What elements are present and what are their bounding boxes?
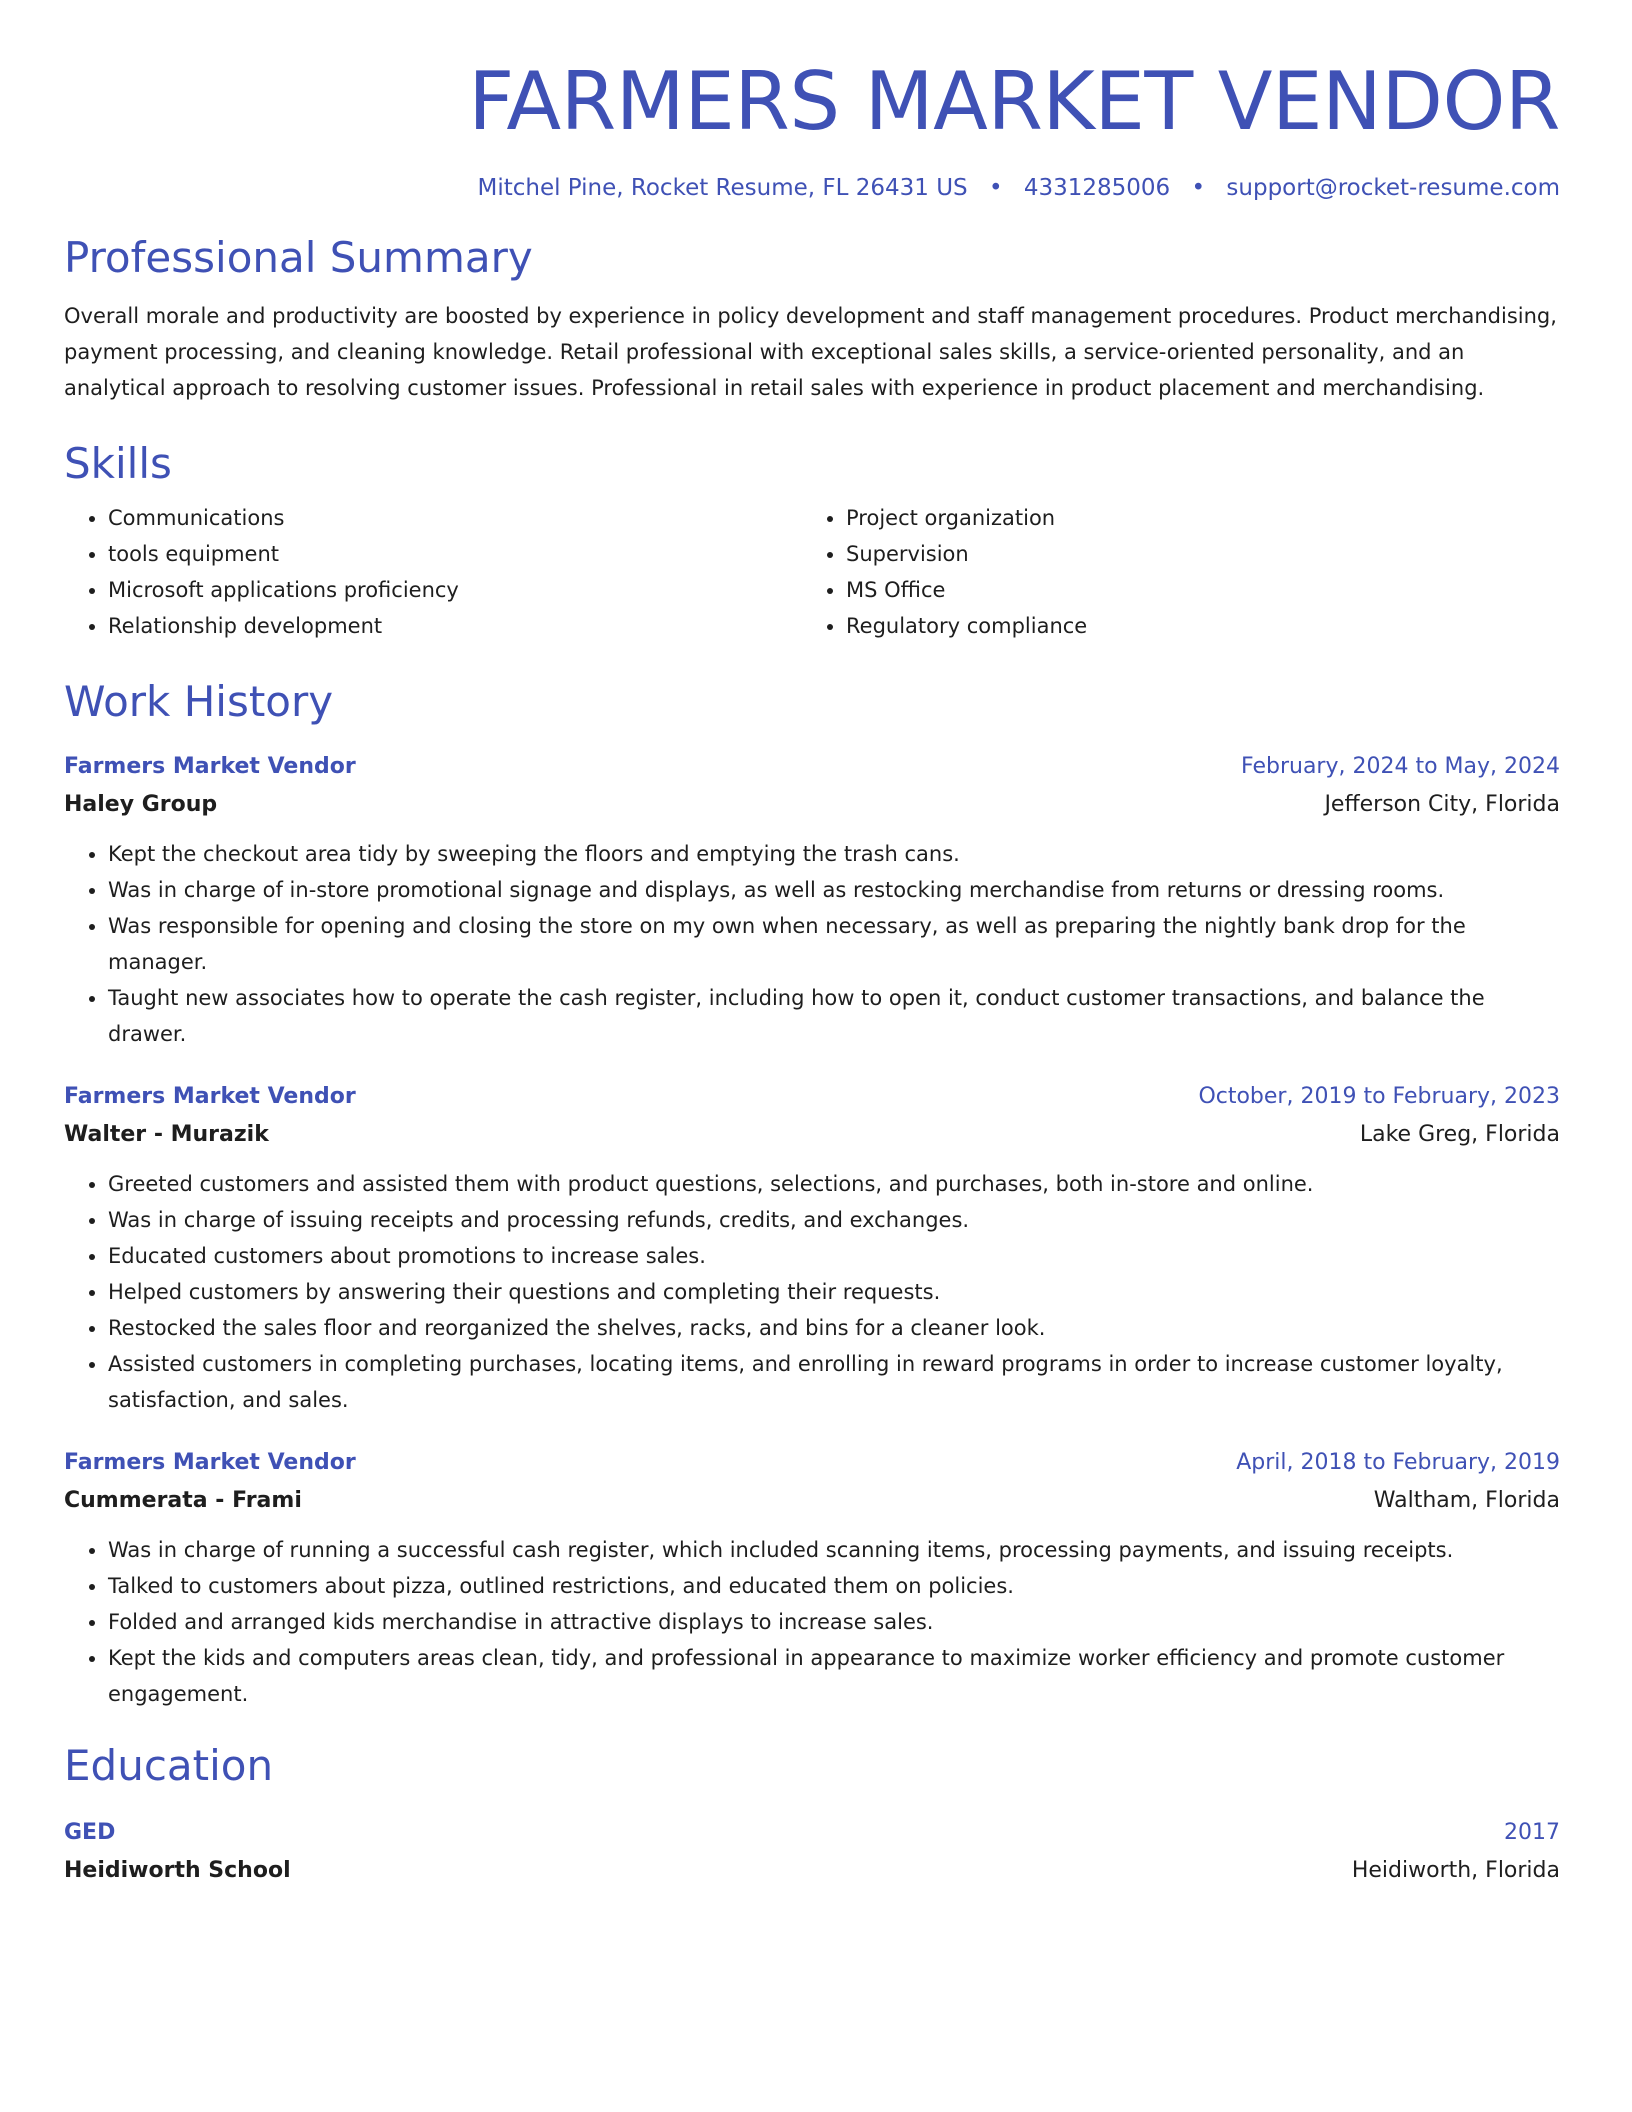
skills-column-right — [802, 500, 1540, 644]
education-header-row — [64, 1814, 1560, 1852]
skills-column-left — [64, 500, 802, 644]
job-duty: • Folded and arranged kids merchandise in attractive displays to increase sales. — [108, 1604, 1560, 1640]
education-degree: GED — [64, 1820, 116, 1845]
job-header-row — [64, 1444, 1560, 1482]
job-role: Farmers Market Vendor — [64, 1450, 356, 1475]
job-duty: • Talked to customers about pizza, outlined restrictions, and educated them on policies. — [108, 1568, 1560, 1604]
job-header-row — [64, 1078, 1560, 1116]
job-duties-list — [64, 1532, 1560, 1712]
job-duty: • Was in charge of in-store promotional signage and displays, as well as restocking merchandise from returns or dressing rooms. — [108, 872, 1560, 908]
resume-page — [64, 0, 1560, 1890]
job-entry — [64, 748, 1560, 1052]
job-duty: • Taught new associates how to operate the cash register, including how to open it, conduct customer transactions, and balance the drawer. — [108, 980, 1560, 1052]
education-location: Heidiworth, Florida — [1351, 1858, 1560, 1883]
skill-item: • tools equipment — [108, 536, 802, 572]
job-employer-row — [64, 1116, 1560, 1154]
job-duty: • Helped customers by answering their questions and completing their requests. — [108, 1274, 1560, 1310]
address-text: Mitchel Pine, Rocket Resume, FL 26431 US — [477, 175, 968, 201]
skills-heading: Skills — [64, 439, 172, 488]
job-duty: • Was in charge of running a successful cash register, which included scanning items, processing payments, and issuing receipts. — [108, 1532, 1560, 1568]
contact-line — [64, 172, 1560, 204]
job-duty: • Kept the checkout area tidy by sweeping the floors and emptying the trash cans. — [108, 836, 1560, 872]
job-role: Farmers Market Vendor — [64, 1084, 356, 1109]
job-company: Walter - Murazik — [64, 1122, 269, 1147]
job-entry — [64, 1078, 1560, 1418]
separator-dot: • — [988, 175, 1003, 201]
education-entry — [64, 1814, 1560, 1890]
education-heading: Education — [64, 1741, 274, 1790]
job-location: Jefferson City, Florida — [1324, 792, 1560, 817]
email-text: support@rocket-resume.com — [1226, 175, 1560, 201]
skill-item: • Supervision — [846, 536, 1540, 572]
summary-heading: Professional Summary — [64, 233, 533, 282]
skill-item: • Relationship development — [108, 608, 802, 644]
job-entry — [64, 1444, 1560, 1712]
resume-header — [64, 0, 1560, 204]
job-duties-list — [64, 1166, 1560, 1418]
job-duty: • Greeted customers and assisted them with product questions, selections, and purchases, both in-store and online. — [108, 1166, 1560, 1202]
job-header-row — [64, 748, 1560, 786]
summary-paragraph: Overall morale and productivity are boosted by experience in policy development and staff management procedures. Product merchandising, payment processing, and cleaning knowledge. Retail professional with exceptional sales skills, a service-oriented personality, and an analytical approach to resolving customer issues. Professional in retail sales with experience in product placement and merchandising. — [64, 304, 1557, 400]
job-location: Waltham, Florida — [1373, 1488, 1560, 1513]
skill-item: • Communications — [108, 500, 802, 536]
separator-dot: • — [1191, 175, 1206, 201]
skill-item: • MS Office — [846, 572, 1540, 608]
job-dates: April, 2018 to February, 2019 — [1236, 1450, 1560, 1475]
job-duty: • Was in charge of issuing receipts and processing refunds, credits, and exchanges. — [108, 1202, 1560, 1238]
skill-item: • Project organization — [846, 500, 1540, 536]
job-role: Farmers Market Vendor — [64, 754, 356, 779]
job-duty: • Restocked the sales floor and reorganized the shelves, racks, and bins for a cleaner look. — [108, 1310, 1560, 1346]
job-duty: • Assisted customers in completing purchases, locating items, and enrolling in reward programs in order to increase customer loyalty, satisfaction, and sales. — [108, 1346, 1560, 1418]
job-title-heading: FARMERS MARKET VENDOR — [468, 55, 1560, 148]
skills-list — [64, 500, 1560, 644]
job-employer-row — [64, 786, 1560, 824]
job-duty: • Educated customers about promotions to increase sales. — [108, 1238, 1560, 1274]
job-dates: February, 2024 to May, 2024 — [1241, 754, 1560, 779]
education-school-row — [64, 1852, 1560, 1890]
job-dates: October, 2019 to February, 2023 — [1198, 1084, 1560, 1109]
job-company: Haley Group — [64, 792, 218, 817]
skill-item: • Regulatory compliance — [846, 608, 1540, 644]
education-school: Heidiworth School — [64, 1858, 291, 1883]
job-location: Lake Greg, Florida — [1359, 1122, 1560, 1147]
education-year: 2017 — [1504, 1820, 1560, 1845]
job-duty: • Kept the kids and computers areas clean, tidy, and professional in appearance to maximize worker efficiency and promote customer engagement. — [108, 1640, 1560, 1712]
job-employer-row — [64, 1482, 1560, 1520]
job-duties-list — [64, 836, 1560, 1052]
phone-text: 4331285006 — [1023, 175, 1171, 201]
job-duty: • Was responsible for opening and closing the store on my own when necessary, as well as preparing the nightly bank drop for the manager. — [108, 908, 1560, 980]
work-history-heading: Work History — [64, 677, 334, 726]
job-company: Cummerata - Frami — [64, 1488, 302, 1513]
skill-item: • Microsoft applications proficiency — [108, 572, 802, 608]
